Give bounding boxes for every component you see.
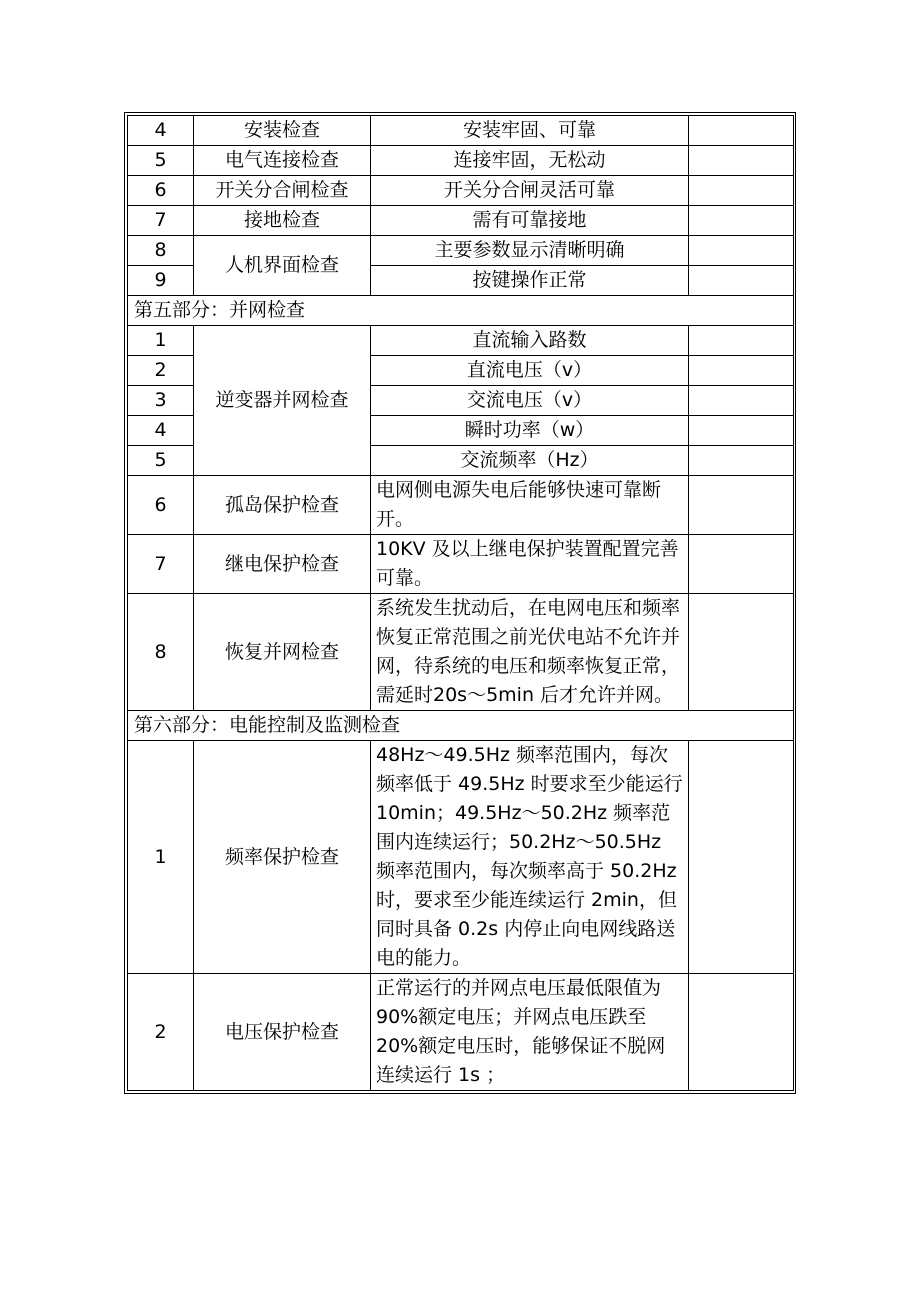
result-cell (689, 206, 794, 236)
row-number: 9 (128, 266, 194, 296)
row-number: 6 (128, 176, 194, 206)
row-number: 1 (128, 741, 194, 974)
result-cell (689, 386, 794, 416)
table-row (128, 146, 794, 176)
result-cell (689, 741, 794, 974)
table-row (128, 176, 794, 206)
check-requirement: 交流电压（v） (371, 386, 689, 416)
row-number: 2 (128, 974, 194, 1091)
check-requirement: 直流输入路数 (371, 326, 689, 356)
inspection-table (127, 115, 794, 1091)
row-number: 8 (128, 236, 194, 266)
check-requirement: 电网侧电源失电后能够快速可靠断开。 (371, 476, 689, 535)
result-cell (689, 326, 794, 356)
section-row (128, 296, 794, 326)
table-row (128, 116, 794, 146)
result-cell (689, 176, 794, 206)
check-item: 继电保护检查 (194, 535, 371, 594)
table-row (128, 236, 794, 266)
row-number: 3 (128, 386, 194, 416)
table-row (128, 974, 794, 1091)
table-row (128, 476, 794, 535)
check-requirement: 瞬时功率（w） (371, 416, 689, 446)
result-cell (689, 535, 794, 594)
result-cell (689, 974, 794, 1091)
result-cell (689, 356, 794, 386)
check-requirement: 按键操作正常 (371, 266, 689, 296)
check-requirement: 直流电压（v） (371, 356, 689, 386)
row-number: 6 (128, 476, 194, 535)
check-requirement: 需有可靠接地 (371, 206, 689, 236)
row-number: 5 (128, 146, 194, 176)
table-row (128, 206, 794, 236)
result-cell (689, 116, 794, 146)
check-item: 恢复并网检查 (194, 594, 371, 711)
check-item: 接地检查 (194, 206, 371, 236)
check-item: 电气连接检查 (194, 146, 371, 176)
result-cell (689, 416, 794, 446)
result-cell (689, 236, 794, 266)
row-number: 2 (128, 356, 194, 386)
check-requirement: 正常运行的并网点电压最低限值为 90%额定电压；并网点电压跌至 20%额定电压时，能够保证不脱网连续运行 1s ； (371, 974, 689, 1091)
check-requirement: 开关分合闸灵活可靠 (371, 176, 689, 206)
check-requirement: 交流频率（Hz） (371, 446, 689, 476)
section-row (128, 711, 794, 741)
check-item: 频率保护检查 (194, 741, 371, 974)
row-number: 7 (128, 535, 194, 594)
check-item: 逆变器并网检查 (194, 326, 371, 476)
row-number: 7 (128, 206, 194, 236)
inspection-table-frame (124, 112, 796, 1094)
row-number: 4 (128, 116, 194, 146)
row-number: 8 (128, 594, 194, 711)
check-item: 开关分合闸检查 (194, 176, 371, 206)
check-requirement: 48Hz～49.5Hz 频率范围内，每次频率低于 49.5Hz 时要求至少能运行 10min；49.5Hz～50.2Hz 频率范围内连续运行；50.2Hz～50.5Hz 频率范围内，每次频率高于 50.2Hz 时，要求至少能连续运行 2min，但同时具备 0.2s 内停止向电网线路送电的能力。 (371, 741, 689, 974)
check-item: 人机界面检查 (194, 236, 371, 296)
check-item: 孤岛保护检查 (194, 476, 371, 535)
table-row (128, 535, 794, 594)
result-cell (689, 476, 794, 535)
row-number: 1 (128, 326, 194, 356)
result-cell (689, 594, 794, 711)
row-number: 5 (128, 446, 194, 476)
table-row (128, 594, 794, 711)
result-cell (689, 146, 794, 176)
result-cell (689, 266, 794, 296)
check-requirement: 系统发生扰动后，在电网电压和频率恢复正常范围之前光伏电站不允许并网，待系统的电压和频率恢复正常，需延时20s～5min 后才允许并网。 (371, 594, 689, 711)
section-title-part5: 第五部分：并网检查 (128, 296, 794, 326)
check-requirement: 10KV 及以上继电保护装置配置完善可靠。 (371, 535, 689, 594)
check-requirement: 连接牢固，无松动 (371, 146, 689, 176)
section-title-part6: 第六部分：电能控制及监测检查 (128, 711, 794, 741)
check-requirement: 主要参数显示清晰明确 (371, 236, 689, 266)
row-number: 4 (128, 416, 194, 446)
table-row (128, 741, 794, 974)
check-item: 电压保护检查 (194, 974, 371, 1091)
check-requirement: 安装牢固、可靠 (371, 116, 689, 146)
result-cell (689, 446, 794, 476)
table-row (128, 326, 794, 356)
check-item: 安装检查 (194, 116, 371, 146)
